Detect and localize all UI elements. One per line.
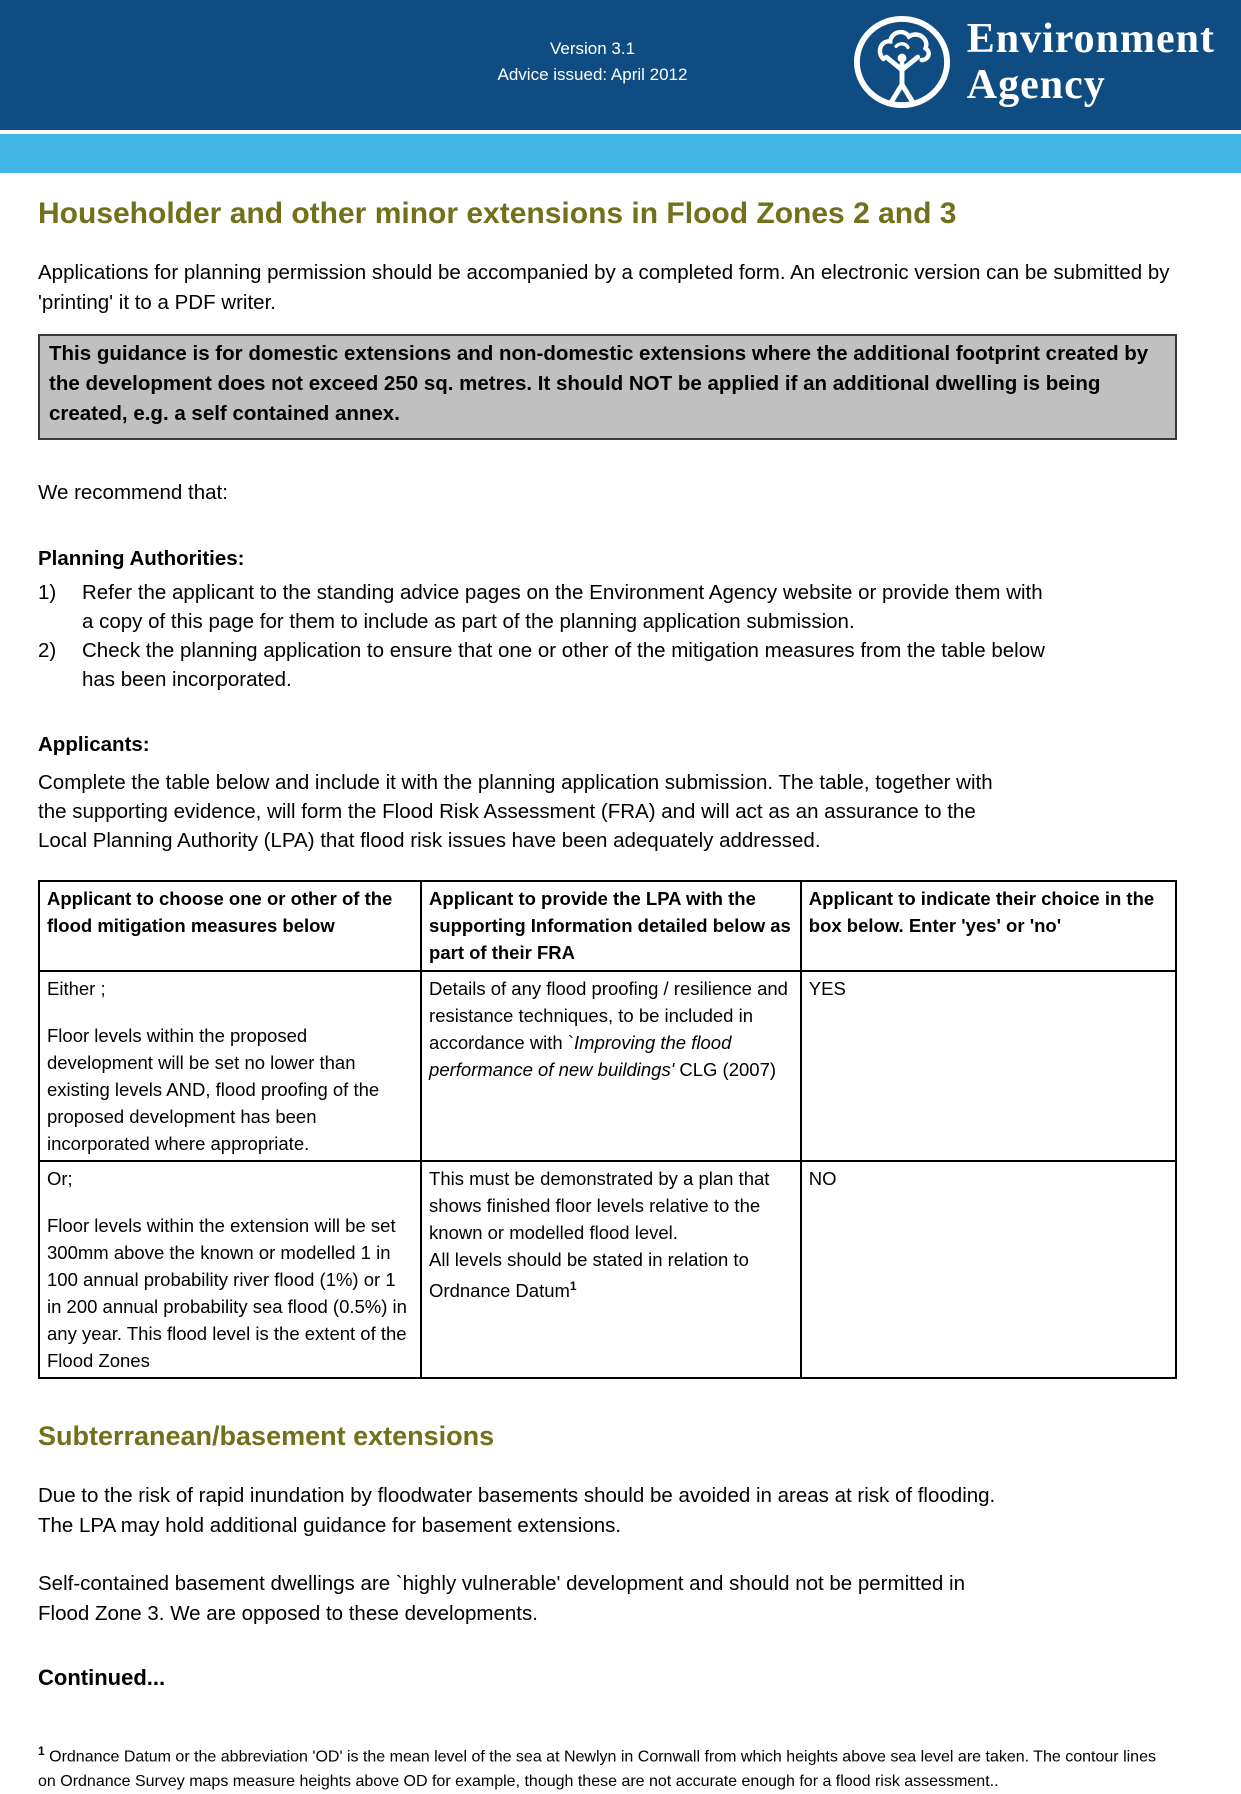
basement-paragraph-2: Self-contained basement dwellings are `highly vulnerable' development and should not be permitted in Flood Zone 3. We are opposed to these developments.	[38, 1572, 965, 1625]
footnote-reference: 1	[569, 1279, 577, 1293]
measure-lead: Either ;	[47, 978, 106, 999]
info-text	[429, 1246, 793, 1304]
info-text: Details of any flood proofing / resilience and resistance techniques, to be included in accordance with `	[429, 978, 788, 1053]
intro-paragraph: Applications for planning permission should be accompanied by a completed form. An electronic version can be submitted by 'printing' it to a PDF writer.	[38, 261, 1170, 314]
continued-label: Continued...	[38, 1665, 166, 1690]
column-header-supporting-info: Applicant to provide the LPA with the supporting Information detailed below as part of their FRA	[421, 881, 801, 971]
info-text: CLG (2007)	[674, 1059, 777, 1080]
list-item	[38, 636, 1177, 694]
basement-section-heading: Subterranean/basement extensions	[38, 1421, 495, 1451]
list-item-number: 1)	[38, 581, 57, 604]
supporting-info-cell	[421, 971, 801, 1161]
planning-authorities-list	[38, 578, 1177, 694]
supporting-info-cell	[421, 1161, 801, 1378]
table-row	[39, 1161, 1176, 1378]
page-title: Householder and other minor extensions in Flood Zones 2 and 3	[38, 197, 957, 230]
column-header-choice: Applicant to indicate their choice in the box below. Enter 'yes' or 'no'	[801, 881, 1176, 971]
footnote	[38, 1739, 1177, 1794]
measure-lead: Or;	[47, 1168, 73, 1189]
footnote-text: Ordnance Datum or the abbreviation 'OD' is the mean level of the sea at Newlyn in Cornwall from which heights above sea level are taken. The contour lines on Ordnance Survey maps measure heights above OD for example, though these are not accurate enough for a flood risk assessment..	[38, 1748, 1156, 1791]
logo-word-agency: Agency	[966, 62, 1106, 108]
header-bar	[0, 0, 1241, 130]
info-text-italic: Improving the flood performance of new buildings'	[429, 1032, 732, 1080]
list-item-text: Check the planning application to ensure that one or other of the mitigation measures from the table below has been incorporated.	[82, 639, 1045, 691]
measure-body: Floor levels within the extension will be set 300mm above the known or modelled 1 in 100 annual probability river flood (1%) or 1 in 200 annual probability sea flood (0.5%) in any year. This flood level is the extent of the Flood Zones	[47, 1215, 407, 1371]
applicants-paragraph: Complete the table below and include it with the planning application submission. The table, together with the supporting evidence, will form the Flood Risk Assessment (FRA) and will act as an assurance to the Local Planning Authority (LPA) that flood risk issues have been adequately addressed.	[38, 771, 993, 852]
advice-issued-date: Advice issued: April 2012	[497, 65, 688, 84]
measure-cell-or	[39, 1161, 421, 1378]
environment-agency-tree-figure-icon	[852, 13, 952, 111]
basement-paragraph-1: Due to the risk of rapid inundation by floodwater basements should be avoided in areas at risk of flooding. The LPA may hold additional guidance for basement extensions.	[38, 1484, 996, 1537]
choice-cell-yes[interactable]: YES	[801, 971, 1176, 1161]
page-content	[0, 195, 1241, 1794]
measure-cell-either	[39, 971, 421, 1161]
measure-body: Floor levels within the proposed development will be set no lower than existing levels AND, flood proofing of the proposed development has been incorporated where appropriate.	[47, 1025, 380, 1154]
recommend-line: We recommend that:	[38, 481, 228, 504]
list-item-text: Refer the applicant to the standing advice pages on the Environment Agency website or provide them with a copy of this page for them to include as part of the planning application submission.	[82, 581, 1043, 633]
column-header-measures: Applicant to choose one or other of the flood mitigation measures below	[39, 881, 421, 971]
info-text-datum: All levels should be stated in relation to Ordnance Datum	[429, 1249, 749, 1302]
applicants-heading: Applicants:	[38, 733, 150, 756]
list-item-number: 2)	[38, 639, 57, 662]
version-number: Version 3.1	[549, 39, 636, 58]
environment-agency-logo	[852, 13, 1215, 111]
logo-word-environment: Environment	[966, 16, 1215, 62]
list-item	[38, 578, 1177, 636]
guidance-notice-box: This guidance is for domestic extensions and non-domestic extensions where the additional footprint created by the development does not exceed 250 sq. metres. It should NOT be applied if an additional dwelling is being created, e.g. a self contained annex.	[38, 334, 1177, 440]
table-header-row	[39, 881, 1176, 971]
light-blue-band	[0, 134, 1241, 173]
footnote-marker: 1	[38, 1744, 45, 1758]
planning-authorities-heading: Planning Authorities:	[38, 547, 245, 570]
info-text: This must be demonstrated by a plan that shows finished floor levels relative to the known or modelled flood level.	[429, 1168, 770, 1243]
flood-mitigation-table	[38, 880, 1177, 1379]
choice-cell-no[interactable]: NO	[801, 1161, 1176, 1378]
logo-wordmark	[967, 16, 1215, 108]
table-row	[39, 971, 1176, 1161]
